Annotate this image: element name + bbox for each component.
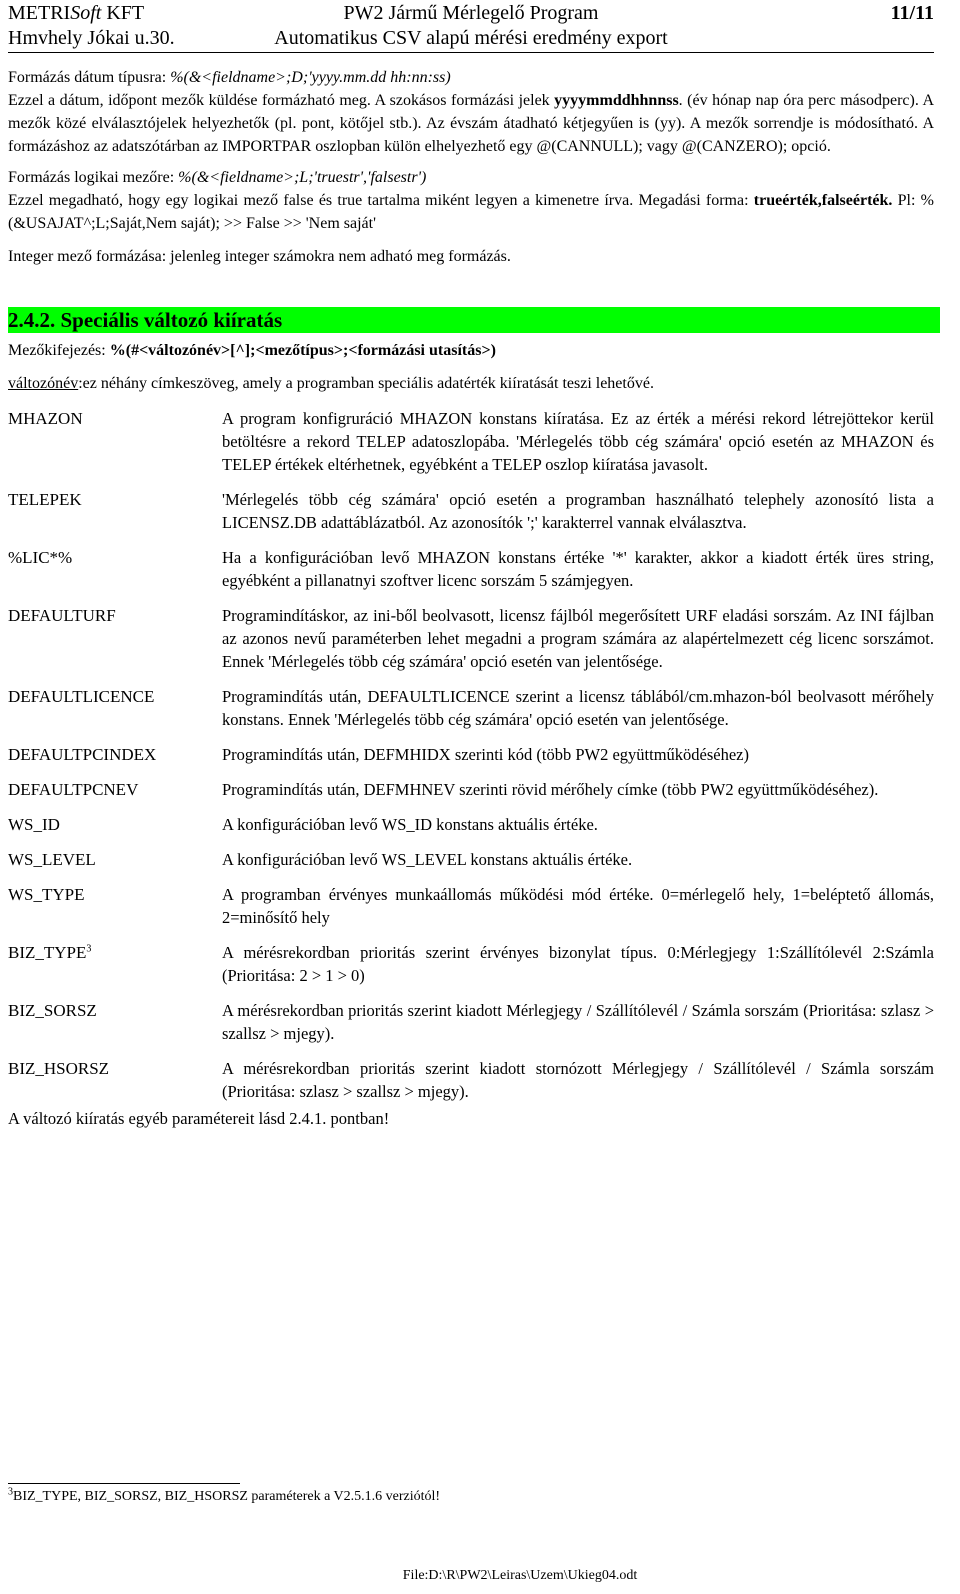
variable-desc: Programindítás után, DEFMHIDX szerinti kód (több PW2 együttműködéséhez)	[222, 745, 749, 764]
page-header	[8, 0, 934, 53]
document-subtitle: Automatikus CSV alapú mérési eredmény export	[274, 27, 668, 49]
variable-desc: Programindítás után, DEFMHNEV szerinti rövid mérőhely címke (több PW2 együttműködéséhez).	[222, 780, 879, 799]
variable-name: TELEPEK	[8, 490, 82, 509]
variable-name: DEFAULTPCINDEX	[8, 745, 157, 764]
bool-format-desc: Ezzel megadható, hogy egy logikai mező false és true tartalma miként legyen a kimenetre írva. Megadási forma: trueérték,falseérték. Pl: %(&USAJAT^;L;Saját,Nem saját); >> False >> 'Nem saját'	[8, 192, 934, 232]
variable-desc: A programban érvényes munkaállomás működési mód értéke. 0=mérlegelő hely, 1=beléptető állomás, 2=minősítő hely	[222, 885, 934, 927]
company-address: Hmvhely Jókai u.30.	[8, 27, 175, 49]
variable-desc: A konfigurációban levő WS_ID konstans aktuális értéke.	[222, 815, 598, 834]
page-number: 11/11	[890, 2, 934, 24]
varname-term: változónév	[8, 375, 79, 392]
variable-name: BIZ_SORSZ	[8, 1001, 97, 1020]
variable-desc: A mérésrekordban prioritás szerint kiadott Mérlegjegy / Szállítólevél / Számla sorszám (Prioritása: szlasz > szallsz > mjegy).	[222, 1001, 934, 1043]
variable-row	[8, 883, 934, 929]
footnote-ref: 3	[86, 943, 92, 955]
variable-name: BIZ_HSORSZ	[8, 1059, 110, 1078]
integer-format-note: Integer mező formázása: jelenleg integer számokra nem adható meg formázás.	[8, 248, 511, 265]
variable-table	[8, 407, 934, 1103]
bool-format-label: Formázás logikai mezőre: %(&<fieldname>;L;'truestr','falsestr')	[8, 169, 427, 186]
variable-name: DEFAULTLICENCE	[8, 687, 155, 706]
page-footer-filepath: File:D:\R\PW2\Leiras\Uzem\Ukieg04.odt	[402, 1568, 638, 1583]
variable-name: %LIC*%	[8, 548, 73, 567]
company-name: METRISoft KFT	[8, 2, 145, 24]
variable-row	[8, 1057, 934, 1103]
variable-row	[8, 778, 934, 801]
variable-name: WS_LEVEL	[8, 850, 96, 869]
variable-name: DEFAULTURF	[8, 606, 116, 625]
field-expression-syntax: %(#<változónév>[^];<mezőtípus>;<formázási utasítás>)	[109, 342, 496, 359]
variable-row	[8, 941, 934, 987]
variable-row	[8, 407, 934, 476]
variable-row	[8, 488, 934, 534]
format-marks: yyyymmddhhnnss	[554, 92, 679, 109]
footnote-separator	[8, 1483, 240, 1484]
footnote: $^3$BIZ_TYPE, BIZ_SORSZ, BIZ_HSORSZ paraméterek a V2.5.1.6 verziótól!	[8, 1486, 441, 1504]
variable-desc: A mérésrekordban prioritás szerint kiadott stornózott Mérlegjegy / Szállítólevél / Számla sorszám (Prioritása: szlasz > szallsz > mjegy).	[222, 1059, 934, 1101]
variable-desc: Programindítás után, DEFAULTLICENCE szerint a licensz táblából/cm.mhazon-ból beolvasott mérőhely konstans. Ennek 'Mérlegelés több cég számára' opció esetén van jelentősége.	[222, 687, 934, 729]
variable-row	[8, 999, 934, 1045]
date-format-label: Formázás dátum típusra: %(&<fieldname>;D;'yyyy.mm.dd hh:nn:ss)	[8, 69, 451, 86]
field-expression: Mezőkifejezés: %(#<változónév>[^];<mezőtípus>;<formázási utasítás>)	[8, 342, 496, 359]
variable-name: DEFAULTPCNEV	[8, 780, 139, 799]
variable-desc: A mérésrekordban prioritás szerint érvényes bizonylat típus. 0:Mérlegjegy 1:Szállítólevél 2:Számla (Prioritása: 2 > 1 > 0)	[222, 943, 934, 985]
date-format-desc: Ezzel a dátum, időpont mezők küldése formázható meg. A szokásos formázási jelek yyyymmddhhnnss. (év hónap nap óra perc másodperc). A mezők közé elválasztójelek helyezhetők (pl. pont, kötőjel stb.). Az évszám átadható kétjegyűen is (yy). A mezők sorrendje is módosítható. A formázáshoz az adatszótárban az IMPORTPAR oszlopban külön elhelyezhető egy @(CANNULL); vagy @(CANZERO); opció.	[8, 92, 935, 155]
variable-name: WS_TYPE	[8, 885, 85, 904]
variable-desc: Programindításkor, az ini-ből beolvasott, licensz fájlból megerősített URF eladási sorszám. Az INI fájlban az azonos nevű paraméterben lehet megadni a program számára az alapértelmezett cég licenc sorszámot. Ennek 'Mérlegelés több cég számára' opció esetén van jelentősége.	[222, 606, 934, 671]
closing-note: A változó kiíratás egyéb paramétereit lásd 2.4.1. pontban!	[8, 1109, 390, 1128]
variable-row	[8, 848, 934, 871]
variable-desc: A program konfigruráció MHAZON konstans kiíratása. Ez az érték a mérési rekord létrejöttekor kerül betöltésre a rekord TELEP adatoszlopába. 'Mérlegelés több cég számára' opció esetén az MHAZON és TELEP értékek eltérhetnek, egyébként a TELEP oszlop kiíratása javasolt.	[222, 409, 934, 474]
variable-desc: Ha a konfigurációban levő MHAZON konstans értéke '*' karakter, akkor a kiadott érték üres string, egyébként a pillanatnyi szoftver licenc sorszám 5 számjegyen.	[222, 548, 934, 590]
program-title: PW2 Jármű Mérlegelő Program	[343, 2, 599, 24]
date-format-syntax: %(&<fieldname>;D;'yyyy.mm.dd hh:nn:ss)	[170, 69, 451, 86]
variable-desc: A konfigurációban levő WS_LEVEL konstans aktuális értéke.	[222, 850, 633, 869]
variable-row	[8, 685, 934, 731]
variable-name: WS_ID	[8, 815, 60, 834]
footnote-mark: 3	[8, 1486, 13, 1498]
variable-row	[8, 813, 934, 836]
variable-row	[8, 604, 934, 673]
document-body	[8, 66, 934, 1130]
variable-desc: 'Mérlegelés több cég számára' opció esetén a programban használható telephely azonosító lista a LICENSZ.DB adattáblázatból. Az azonosítók ';' karakterrel vannak elválasztva.	[222, 490, 934, 532]
bool-format-syntax: %(&<fieldname>;L;'truestr','falsestr')	[178, 169, 427, 186]
section-heading: 2.4.2. Speciális változó kiíratás	[8, 307, 940, 333]
varname-definition: változónév:ez néhány címkeszöveg, amely a programban speciális adatérték kiíratását teszi lehetővé.	[8, 375, 654, 392]
variable-name: MHAZON	[8, 409, 83, 428]
variable-name: BIZ_TYPE$^3$	[8, 943, 92, 962]
variable-row	[8, 546, 934, 592]
bool-format-form: trueérték,falseérték.	[753, 192, 893, 209]
variable-row	[8, 743, 934, 766]
